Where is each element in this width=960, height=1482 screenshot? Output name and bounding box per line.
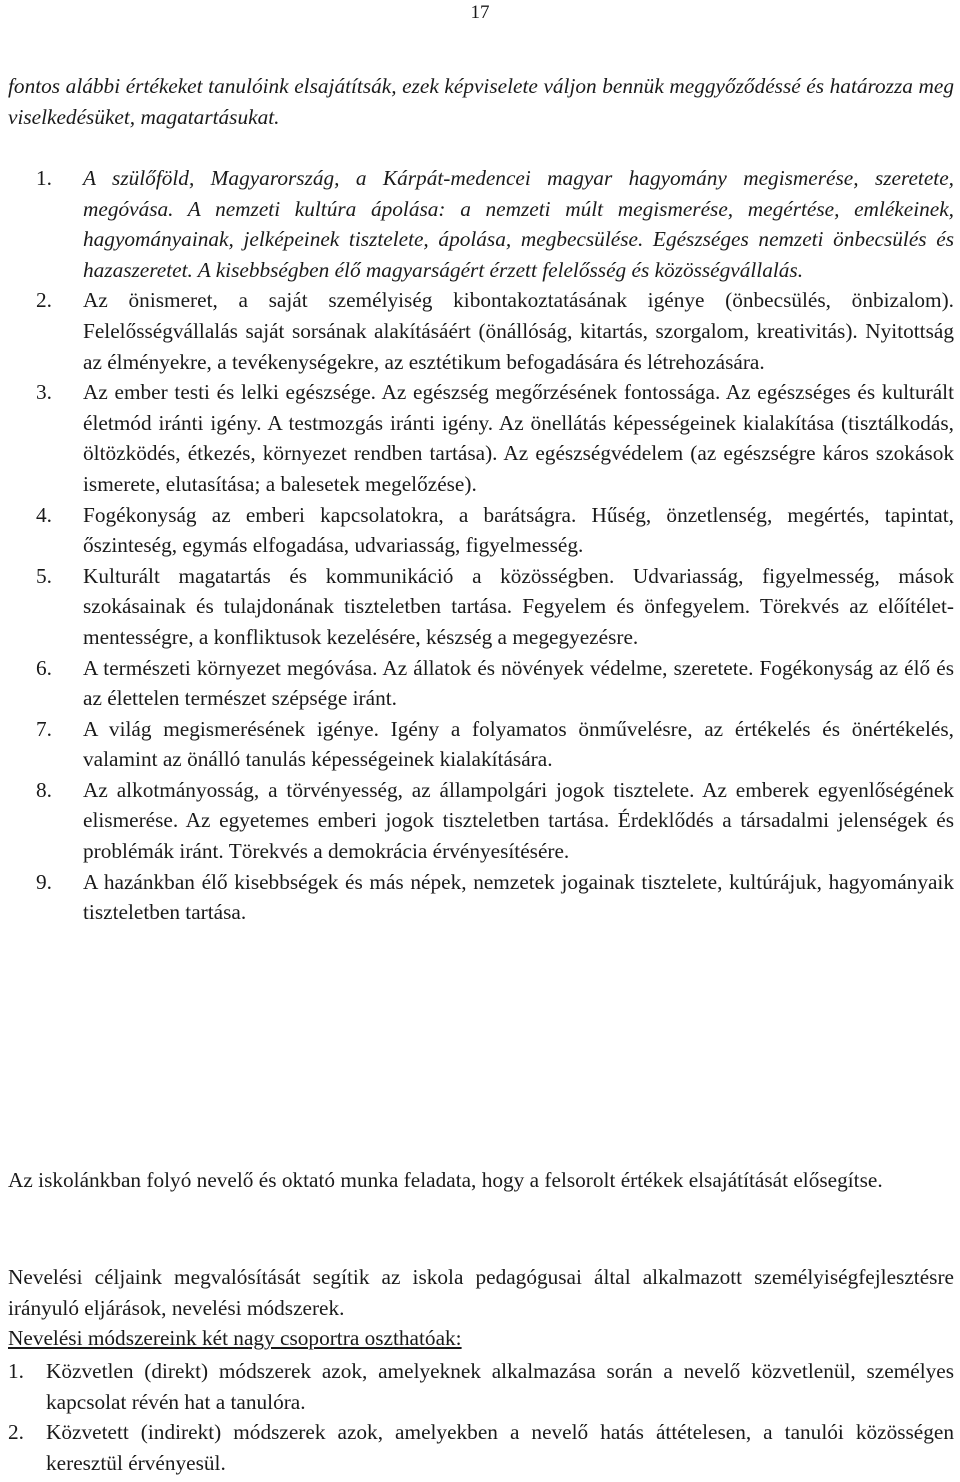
list-item-number: 9. xyxy=(36,869,52,894)
list-item xyxy=(8,561,954,653)
list-item-number: 1. xyxy=(8,1359,24,1383)
list-item-number: 4. xyxy=(36,502,52,527)
method-groups-heading: Nevelési módszereink két nagy csoportra oszthatóak: xyxy=(8,1326,462,1350)
list-item-number: 7. xyxy=(36,716,52,741)
list-item-number: 2. xyxy=(36,288,52,313)
list-item-text: Kulturált magatartás és kommunikáció a közösségben. Udvariasság, figyelmesség, mások szokásainak és tulajdonának tiszteletben tartása. Fegyelem és önfegyelem. Törekvés az előítélet-mentességre, a konfliktusok kezelésére, készség a megegyezésre. xyxy=(83,563,954,649)
list-item-number: 5. xyxy=(36,563,52,588)
list-item-text: Az alkotmányosság, a törvényesség, az állampolgári jogok tisztelete. Az emberek egyenlőségének elismerése. Az egyetemes emberi jogok tiszteletben tartása. Érdeklődés a társadalmi jelenségek és problémák iránt. Törekvés a demokrácia érvényesítésére. xyxy=(83,777,954,864)
list-item-number: 2. xyxy=(8,1420,24,1445)
list-item xyxy=(8,163,954,285)
list-item-text: Az ember testi és lelki egészsége. Az egészség megőrzésének fontossága. Az egészséges és kulturált életmód iránti igény. A testmozgás iránti igény. Az önellátás képességeinek kialakítása (tisztálkodás, öltözködés, étkezés, környezet rendben tartása). Az egészségvédelem (az egészségre káros szokások ismerete, elutasítása; a balesetek megelőzése). xyxy=(83,380,954,496)
values-list xyxy=(8,163,954,928)
list-item xyxy=(8,775,954,867)
list-item xyxy=(8,1417,954,1478)
list-item xyxy=(8,714,954,775)
list-item-text: A világ megismerésének igénye. Igény a folyamatos önművelésre, az értékelés és önértékelés, valamint az önálló tanulás képességeinek kialakítására. xyxy=(83,716,954,772)
method-groups-list xyxy=(8,1356,954,1478)
list-item xyxy=(8,653,954,714)
list-item-number: 6. xyxy=(36,655,52,680)
intro-paragraph: fontos alábbi értékeket tanulóink elsajátítsák, ezek képviselete váljon bennük meggyőződéssé és határozza meg viselkedésüket, magatartásukat. xyxy=(8,74,954,129)
list-item-text: A hazánkban élő kisebbségek és más népek, nemzetek jogainak tisztelete, kultúrájuk, hagyományaik tiszteletben tartása. xyxy=(83,869,954,925)
page-number: 17 xyxy=(470,2,490,23)
list-item xyxy=(8,1356,954,1417)
list-item-number: 1. xyxy=(36,166,52,190)
school-task-paragraph: Az iskolánkban folyó nevelő és oktató munka feladata, hogy a felsorolt értékek elsajátítását elősegítse. xyxy=(8,1168,883,1192)
methods-paragraph: Nevelési céljaink megvalósítását segítik az iskola pedagógusai által alkalmazott személyiségfejlesztésre irányuló eljárások, nevelési módszerek. xyxy=(8,1265,954,1320)
list-item-text: Közvetlen (direkt) módszerek azok, amelyeknek alkalmazása során a nevelő közvetlenül, személyes kapcsolat révén hat a tanulóra. xyxy=(46,1359,954,1414)
list-item xyxy=(8,285,954,377)
list-item xyxy=(8,377,954,499)
list-item-number: 8. xyxy=(36,777,52,802)
list-item xyxy=(8,500,954,561)
list-item-text: Az önismeret, a saját személyiség kibontakoztatásának igénye (önbecsülés, önbizalom). Felelősségvállalás saját sorsának alakításáért (önállóság, kitartás, szorgalom, kreativitás). Nyitottság az élményekre, a tevékenységekre, az esztétikum befogadására és létrehozására. xyxy=(83,288,954,374)
list-item-text: Fogékonyság az emberi kapcsolatokra, a barátságra. Hűség, önzetlenség, megértés, tapintat, őszinteség, egymás elfogadása, udvariasság, figyelmesség. xyxy=(83,502,954,558)
list-item-text: A szülőföld, Magyarország, a Kárpát-medencei magyar hagyomány megismerése, szeretete, megóvása. A nemzeti kultúra ápolása: a nemzeti múlt megismerése, megértése, emlékeinek, hagyományainak, jelképeinek tisztelete, ápolása, megbecsülése. Egészséges nemzeti önbecsülés és hazaszeretet. A kisebbségben élő magyarságért érzett felelősség és közösségvállalás. xyxy=(83,166,954,282)
list-item-number: 3. xyxy=(36,380,52,405)
list-item-text: A természeti környezet megóvása. Az állatok és növények védelme, szeretete. Fogékonyság az élő és az élettelen természet szépsége iránt. xyxy=(83,655,954,711)
list-item-text: Közvetett (indirekt) módszerek azok, amelyekben a nevelő hatás áttételesen, a tanulói közösségen keresztül érvényesül. xyxy=(46,1420,954,1475)
list-item xyxy=(8,867,954,928)
